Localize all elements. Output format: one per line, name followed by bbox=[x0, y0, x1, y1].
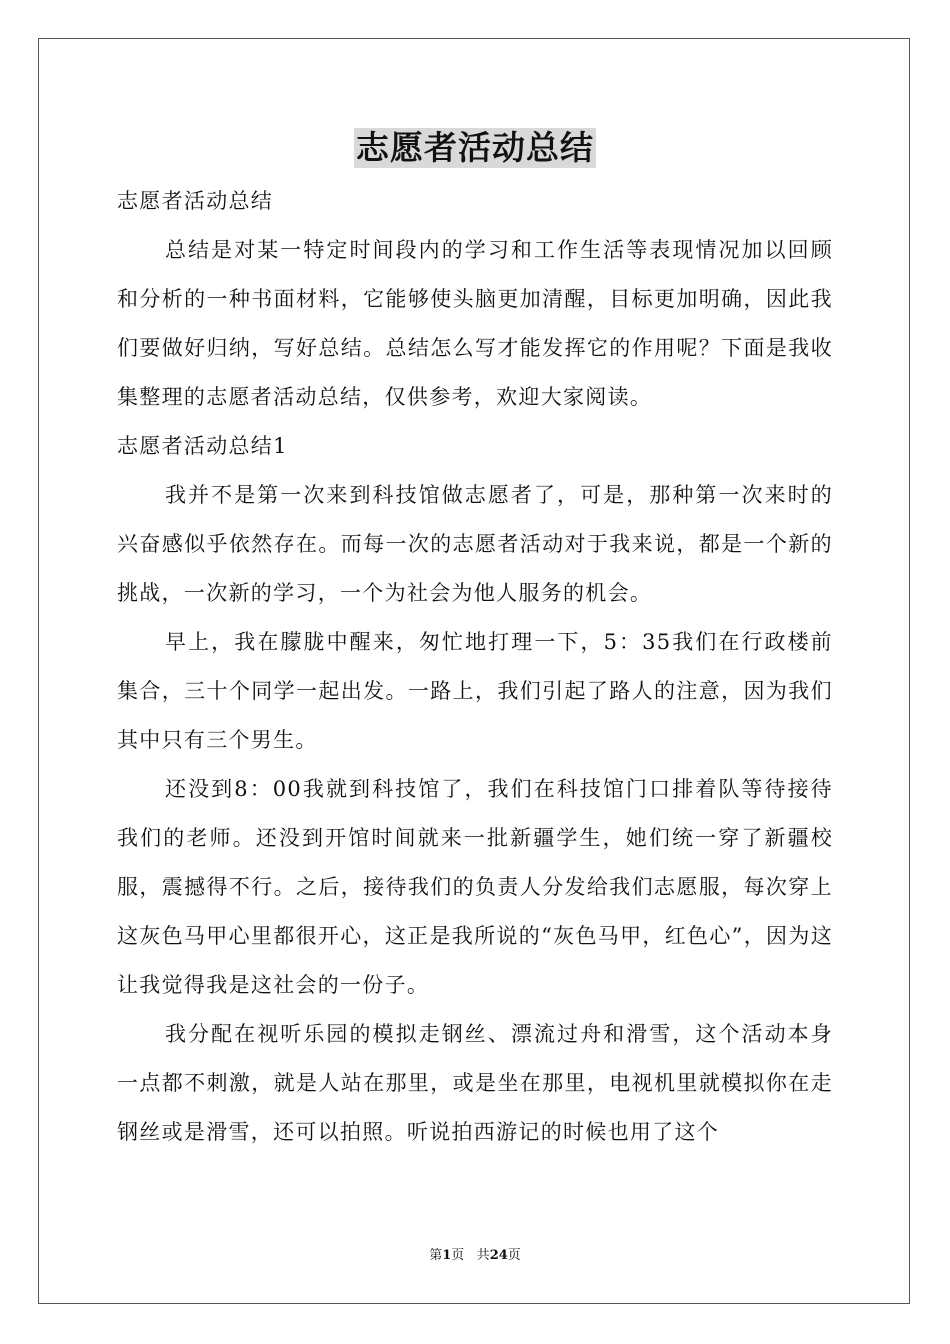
paragraph: 还没到8：00我就到科技馆了，我们在科技馆门口排着队等待接待我们的老师。还没到开馆时间就来一批新疆学生，她们统一穿了新疆校服，震撼得不行。之后，接待我们的负责人分发给我们志愿服，每次穿上这灰色马甲心里都很开心，这正是我所说的“灰色马甲，红色心”，因为这让我觉得我是这社会的一份子。 bbox=[117, 777, 833, 997]
total-prefix: 共 bbox=[476, 1248, 490, 1263]
page-suffix: 页 bbox=[451, 1248, 465, 1263]
section-heading: 志愿者活动总结 bbox=[117, 189, 274, 213]
total-suffix: 页 bbox=[507, 1248, 521, 1263]
document-title: 志愿者活动总结 bbox=[356, 128, 594, 167]
current-page-number: 1 bbox=[442, 1248, 452, 1263]
document-body bbox=[117, 177, 833, 1157]
total-page-count: 24 bbox=[489, 1248, 508, 1263]
page-footer bbox=[0, 1247, 950, 1265]
paragraph: 我分配在视听乐园的模拟走钢丝、漂流过舟和滑雪，这个活动本身一点都不刺激，就是人站在那里，或是坐在那里，电视机里就模拟你在走钢丝或是滑雪，还可以拍照。听说拍西游记的时候也用了这个 bbox=[117, 1022, 833, 1144]
page-prefix: 第 bbox=[429, 1248, 443, 1263]
section-heading: 志愿者活动总结1 bbox=[117, 434, 288, 458]
paragraph: 早上，我在朦胧中醒来，匆忙地打理一下，5：35我们在行政楼前集合，三十个同学一起出发。一路上，我们引起了路人的注意，因为我们其中只有三个男生。 bbox=[117, 630, 833, 752]
title-container bbox=[0, 128, 950, 168]
paragraph: 总结是对某一特定时间段内的学习和工作生活等表现情况加以回顾和分析的一种书面材料，它能够使头脑更加清醒，目标更加明确，因此我们要做好归纳，写好总结。总结怎么写才能发挥它的作用呢？下面是我收集整理的志愿者活动总结，仅供参考，欢迎大家阅读。 bbox=[117, 238, 833, 409]
paragraph: 我并不是第一次来到科技馆做志愿者了，可是，那种第一次来时的兴奋感似乎依然存在。而每一次的志愿者活动对于我来说，都是一个新的挑战，一次新的学习，一个为社会为他人服务的机会。 bbox=[117, 483, 833, 605]
